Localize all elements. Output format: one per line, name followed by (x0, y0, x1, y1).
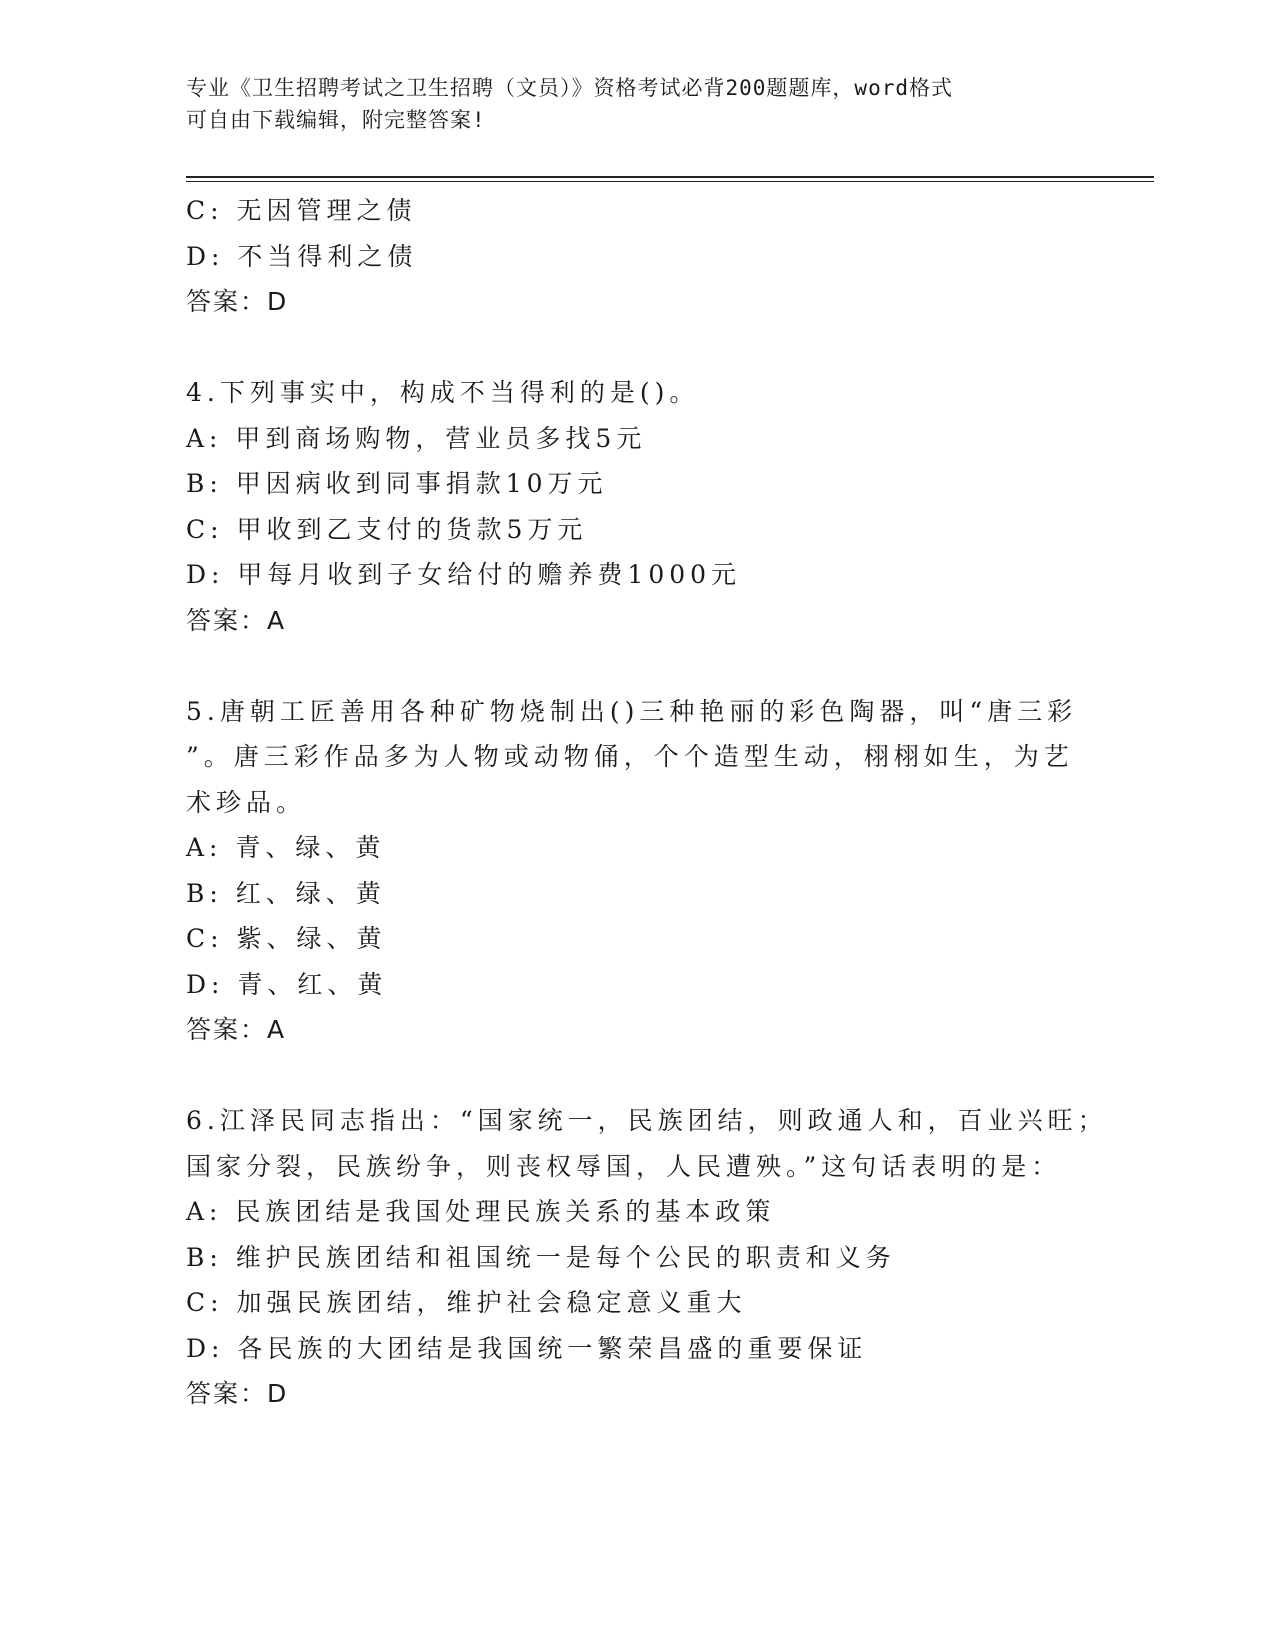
q4-option-c: C: 甲收到乙支付的货款5万元 (186, 514, 588, 544)
q5-option-a: A: 青、绿、黄 (186, 833, 386, 862)
q4-option-d: D: 甲每月收到子女给付的赡养费1000元 (186, 560, 742, 589)
q5-stem-line-2: ”。唐三彩作品多为人物或动物俑，个个造型生动，栩栩如生，为艺 (186, 742, 1074, 771)
spacer (186, 643, 1086, 689)
spacer (186, 325, 1086, 371)
q5-stem-line-3: 术珍品。 (186, 787, 307, 817)
q5-answer: 答案：A (186, 1015, 287, 1044)
document-header (186, 72, 1086, 136)
q6-stem-line-1: 6.江泽民同志指出：“国家统一，民族团结，则政通人和，百业兴旺； (186, 1106, 1108, 1135)
q6-option-d: D: 各民族的大团结是我国统一繁荣昌盛的重要保证 (186, 1333, 868, 1363)
q3-option-d: D: 不当得利之债 (186, 241, 418, 271)
header-rule-thin (186, 181, 1154, 182)
q4-option-b: B: 甲因病收到同事捐款10万元 (186, 469, 608, 498)
q6-stem-line-2: 国家分裂，民族纷争，则丧权辱国，人民遭殃。”这句话表明的是： (186, 1151, 1062, 1181)
q6-option-b: B: 维护民族团结和祖国统一是每个公民的职责和义务 (186, 1242, 896, 1272)
q6-option-c: C: 加强民族团结，维护社会稳定意义重大 (186, 1288, 747, 1317)
q5-stem-line-1: 5.唐朝工匠善用各种矿物烧制出()三种艳丽的彩色陶器，叫“唐三彩 (186, 696, 1078, 726)
q4-answer: 答案：A (186, 605, 287, 635)
question-list (186, 188, 1108, 1417)
header-rule-thick (186, 176, 1154, 178)
header-line-1: 专业《卫生招聘考试之卫生招聘（文员）》资格考试必背200题题库，word格式 (186, 76, 953, 100)
q6-answer: 答案：D (186, 1379, 289, 1408)
q5-option-b: B: 红、绿、黄 (186, 878, 386, 908)
header-line-2: 可自由下载编辑，附完整答案! (186, 108, 486, 132)
q5-option-c: C: 紫、绿、黄 (186, 924, 387, 953)
q5-option-d: D: 青、红、黄 (186, 969, 388, 999)
q6-option-a: A: 民族团结是我国处理民族关系的基本政策 (186, 1197, 776, 1226)
q3-answer: 答案：D (186, 287, 289, 316)
q3-option-c: C: 无因管理之债 (186, 196, 417, 225)
q4-stem: 4.下列事实中，构成不当得利的是()。 (186, 378, 700, 407)
spacer (186, 1053, 1086, 1099)
q4-option-a: A: 甲到商场购物，营业员多找5元 (186, 423, 647, 453)
